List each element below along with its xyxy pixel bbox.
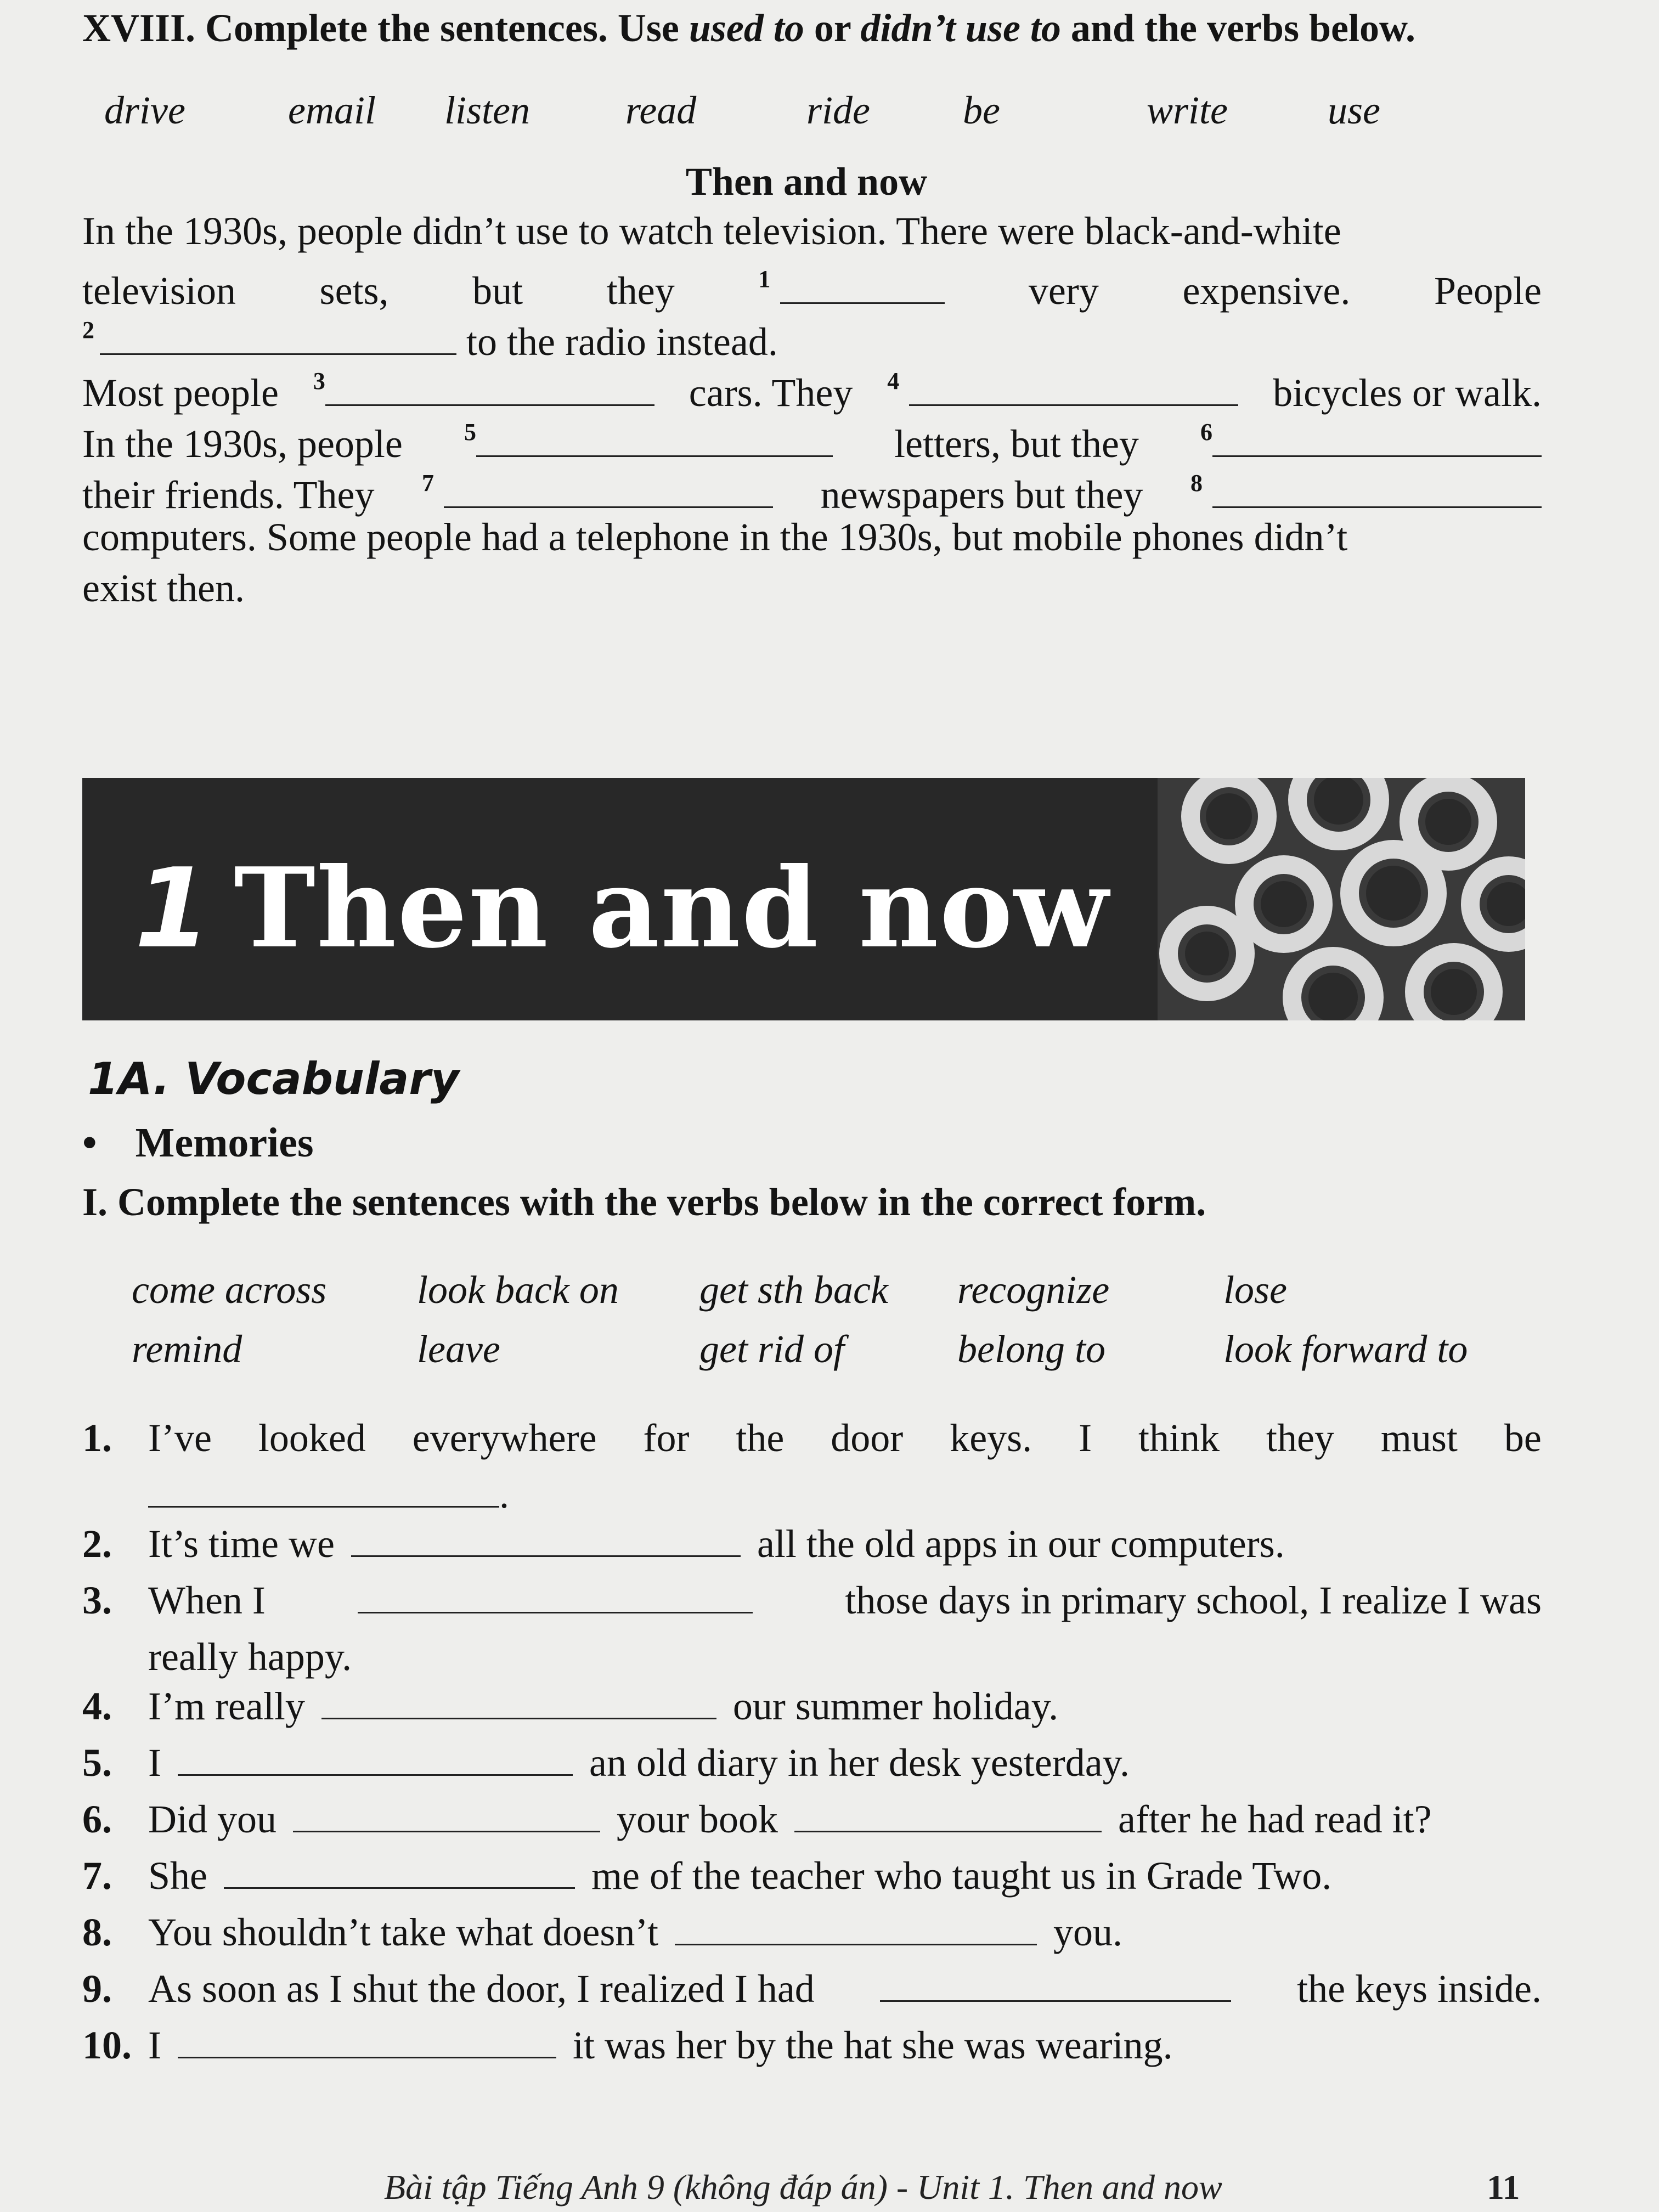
item-word: I: [148, 2023, 161, 2067]
passage-title: Then and now: [685, 160, 928, 204]
item-word: really happy.: [148, 1635, 352, 1679]
verb-bank-item: recognize: [957, 1268, 1110, 1312]
item-word: I’m really: [148, 1684, 305, 1728]
passage-text: expensive.: [1182, 269, 1351, 313]
exercise-item-10: [82, 2023, 1542, 2079]
blank-number: 7: [422, 470, 435, 496]
passage-then-and-now: [82, 206, 1542, 614]
answer-blank-7[interactable]: [224, 1853, 575, 1889]
passage-text: they: [606, 269, 675, 313]
passage-line: [82, 257, 1542, 313]
item-word: keys.: [950, 1416, 1032, 1460]
passage-line: [82, 512, 1542, 563]
item-word: Did you: [148, 1797, 276, 1841]
item-word: .: [499, 1472, 509, 1516]
item-word: an old diary in her desk yesterday.: [589, 1741, 1130, 1785]
passage-text: very: [1028, 269, 1099, 313]
decorative-blob-pattern: [1158, 778, 1525, 1020]
item-word: the keys inside.: [1297, 1967, 1542, 2011]
passage-text: People: [1434, 269, 1542, 313]
answer-blank-5[interactable]: [178, 1740, 573, 1776]
passage-text: but: [472, 269, 523, 313]
item-number: 6.: [82, 1797, 112, 1841]
item-word: I: [148, 1741, 161, 1785]
answer-blank-8[interactable]: [675, 1910, 1037, 1945]
title-text: XVIII. Complete the sentences. Use: [82, 6, 689, 50]
verb-bank-item: get sth back: [699, 1268, 888, 1312]
passage-text: bicycles or walk.: [1273, 371, 1542, 415]
item-number: 8.: [82, 1910, 112, 1954]
answer-blank-9[interactable]: [880, 1966, 1231, 2002]
blank-number: 4: [887, 368, 900, 394]
exercise-item-3-continued: [82, 1634, 1542, 1684]
word-bank-item: listen: [444, 88, 530, 132]
passage-text: their friends. They: [82, 473, 375, 517]
passage-text: computers. Some people had a telephone in the 1930s, but mobile phones didn’t: [82, 515, 1348, 559]
item-word: When I: [148, 1578, 266, 1622]
answer-blank-10[interactable]: [178, 2023, 556, 2058]
title-text: and the verbs below.: [1060, 6, 1415, 50]
item-word: after he had read it?: [1118, 1797, 1432, 1841]
blank-number: 3: [313, 368, 325, 394]
item-text: [148, 1740, 1542, 1786]
item-word: She: [148, 1854, 207, 1898]
blank-number: 1: [758, 266, 771, 292]
phrasal-verb-bank: [132, 1267, 1558, 1388]
exercise-item-9: [82, 1966, 1542, 2023]
item-word: the: [736, 1416, 785, 1460]
item-number: 5.: [82, 1741, 112, 1785]
blank-number: 2: [82, 317, 94, 343]
unit-title: [134, 844, 1109, 973]
exercise-item-6: [82, 1797, 1542, 1853]
answer-blank-2[interactable]: [351, 1521, 741, 1557]
item-word: think: [1138, 1416, 1220, 1460]
item-word: be: [1504, 1416, 1542, 1460]
item-word: you.: [1053, 1910, 1123, 1954]
exercise-item-1-continued: [82, 1472, 1542, 1521]
blank-number: 5: [464, 419, 476, 445]
item-text: [148, 1966, 1542, 2012]
item-number: 10.: [82, 2023, 132, 2067]
blank-number: 6: [1200, 419, 1212, 445]
passage-text: newspapers but they: [820, 473, 1143, 517]
item-word: it was her by the hat she was wearing.: [572, 2023, 1173, 2067]
item-word: everywhere: [412, 1416, 597, 1460]
word-bank-item: email: [288, 88, 376, 132]
bullet-icon: •: [82, 1120, 97, 1166]
item-text: [148, 1578, 1542, 1623]
page-number: 11: [1487, 2168, 1520, 2207]
passage-line: [82, 308, 1542, 364]
topic-memories: Memories: [135, 1120, 314, 1166]
verb-bank-item: get rid of: [699, 1327, 844, 1371]
item-word: our summer holiday.: [732, 1684, 1059, 1728]
verb-bank-item: lose: [1223, 1268, 1287, 1312]
topic-heading: [82, 1119, 314, 1167]
passage-text: television: [82, 269, 236, 313]
section-heading-1a: 1A. Vocabulary: [88, 1053, 459, 1104]
verb-bank-item: look back on: [417, 1268, 619, 1312]
item-word: those days in primary school, I realize I was: [845, 1578, 1542, 1622]
exercise-xviii-title: [82, 4, 1564, 52]
title-italic-didnt-use-to: didn’t use to: [860, 6, 1061, 50]
item-word: You shouldn’t take what doesn’t: [148, 1910, 659, 1954]
item-number: 7.: [82, 1854, 112, 1898]
verb-bank-item: leave: [417, 1327, 500, 1371]
title-italic-used-to: used to: [689, 6, 804, 50]
item-text: [148, 1910, 1542, 1955]
item-word: It’s time we: [148, 1522, 335, 1566]
passage-text: Most people: [82, 371, 279, 415]
passage-text: exist then.: [82, 566, 245, 610]
unit-title-text: Then and now: [234, 844, 1110, 973]
item-number: 9.: [82, 1967, 112, 2011]
item-number: 2.: [82, 1522, 112, 1566]
item-number: 1.: [82, 1416, 112, 1460]
exercise-item-4: [82, 1684, 1542, 1740]
item-word: me of the teacher who taught us in Grade Two.: [591, 1854, 1332, 1898]
verb-bank-item: come across: [132, 1268, 327, 1312]
item-text: [148, 1472, 509, 1517]
word-bank-item: ride: [806, 88, 870, 132]
passage-text: sets,: [319, 269, 389, 313]
passage-line: [82, 563, 1542, 614]
exercise-item-5: [82, 1740, 1542, 1797]
item-word: they: [1266, 1416, 1334, 1460]
item-word: door: [831, 1416, 904, 1460]
item-word: I: [1079, 1416, 1092, 1460]
answer-blank-3[interactable]: [358, 1578, 753, 1613]
blank-number: 8: [1190, 470, 1203, 496]
item-word: your book: [617, 1797, 778, 1841]
passage-line: [82, 359, 1542, 415]
exercise-items: [82, 1415, 1542, 2079]
verb-bank-item: remind: [132, 1327, 242, 1371]
passage-line: [82, 461, 1542, 517]
item-text: [148, 1684, 1542, 1729]
word-bank-item: write: [1147, 88, 1228, 132]
title-text: or: [804, 6, 861, 50]
passage-text: to the radio instead.: [466, 320, 778, 364]
item-word: looked: [258, 1416, 366, 1460]
passage-text: cars. They: [689, 371, 853, 415]
item-text: [148, 1797, 1542, 1842]
word-bank-item: drive: [104, 88, 185, 132]
answer-blank-1[interactable]: [148, 1472, 499, 1508]
word-bank-item: be: [963, 88, 1000, 132]
blank-2[interactable]: [82, 317, 456, 364]
verb-bank-item: look forward to: [1223, 1327, 1468, 1371]
exercise-item-3: [82, 1578, 1542, 1634]
word-bank-item: use: [1328, 88, 1380, 132]
unit-number: 1: [134, 845, 212, 973]
item-text: [148, 1634, 352, 1680]
item-text: [148, 1521, 1542, 1567]
item-word: for: [643, 1416, 690, 1460]
exercise-item-7: [82, 1853, 1542, 1910]
item-number: 4.: [82, 1684, 112, 1728]
passage-text: letters, but they: [894, 422, 1139, 466]
item-text: [148, 2023, 1542, 2068]
exercise-item-1: [82, 1415, 1542, 1472]
answer-blank-6b[interactable]: [794, 1797, 1102, 1832]
answer-blank-6a[interactable]: [293, 1797, 600, 1832]
unit-banner: [82, 778, 1525, 1020]
item-word: I’ve: [148, 1416, 212, 1460]
exercise-item-2: [82, 1521, 1542, 1578]
answer-blank-4[interactable]: [321, 1684, 716, 1719]
verb-bank-item: belong to: [957, 1327, 1105, 1371]
passage-text: In the 1930s, people: [82, 422, 403, 466]
passage-line: [82, 206, 1542, 257]
passage-line: [82, 410, 1542, 466]
page-footer: Bài tập Tiếng Anh 9 (không đáp án) - Unit 1. Then and now: [384, 2168, 1222, 2207]
item-text: [148, 1415, 1542, 1461]
word-bank-item: read: [625, 88, 697, 132]
item-text: [148, 1853, 1542, 1899]
item-number: 3.: [82, 1578, 112, 1622]
item-word: must: [1380, 1416, 1458, 1460]
passage-text: In the 1930s, people didn’t use to watch television. There were black-and-white: [82, 209, 1341, 253]
item-word: As soon as I shut the door, I realized I had: [148, 1967, 815, 2011]
item-word: all the old apps in our computers.: [757, 1522, 1285, 1566]
exercise-i-title: I. Complete the sentences with the verbs below in the correct form.: [82, 1180, 1206, 1224]
exercise-item-8: [82, 1910, 1542, 1966]
